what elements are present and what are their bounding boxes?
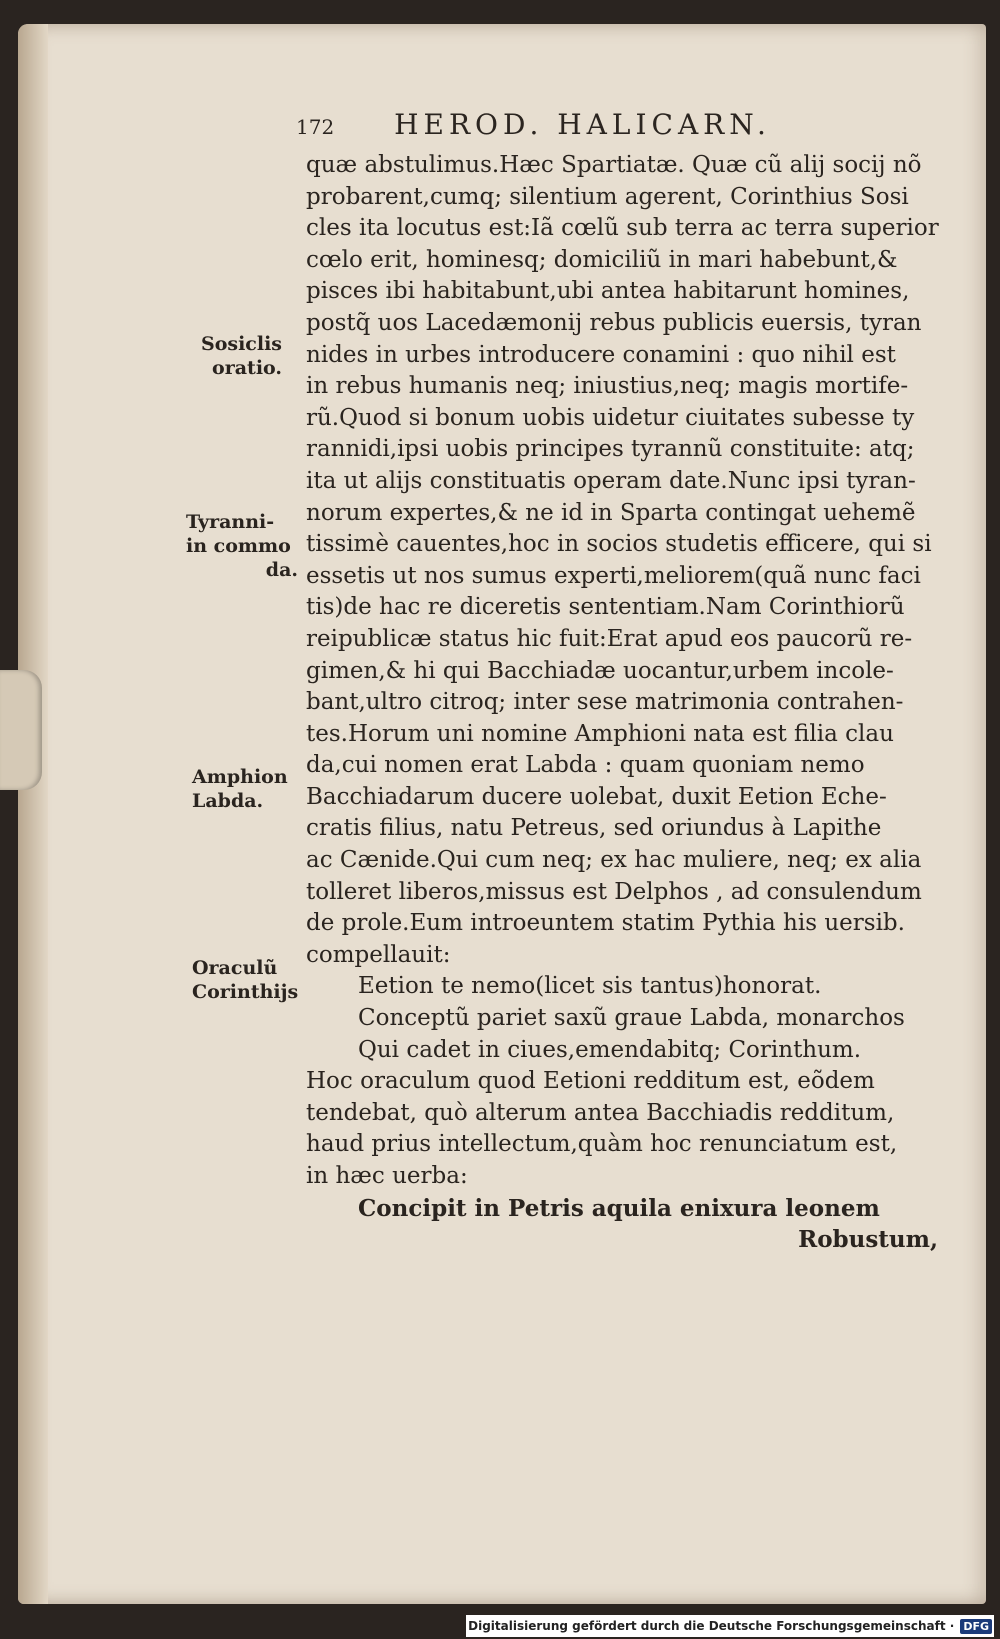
margin-note-amphion [192, 765, 292, 813]
margin-note-oraculum [192, 956, 302, 1004]
text-line: nides in urbes introducere conamini : quo nihil est [306, 341, 896, 368]
text-line: tes.Horum uni nomine Amphioni nata est filia clau [306, 720, 894, 747]
verse-line: Conceptũ pariet saxũ graue Labda, monarchos [358, 1005, 905, 1032]
margin-note-line: Tyranni- [186, 511, 275, 533]
text-line: essetis ut nos sumus experti,meliorem(quã nunc faci [306, 562, 921, 589]
text-line: compellauit: [306, 941, 451, 968]
margin-note-line: Amphion [192, 766, 288, 788]
text-line: tolleret liberos,missus est Delphos , ad consulendum [306, 878, 922, 905]
page-gutter [18, 24, 48, 1604]
text-line: probarent,cumq; silentium agerent, Corinthius Sosi [306, 183, 909, 210]
text-line: da,cui nomen erat Labda : quam quoniam nemo [306, 752, 865, 779]
margin-note-line: Sosiclis [200, 333, 282, 355]
text-line: in hæc uerba: [306, 1163, 468, 1189]
text-line: tis)de hac re diceretis sententiam.Nam Corinthiorũ [306, 594, 905, 621]
text-line: norum expertes,& ne id in Sparta contingat uehemẽ [306, 499, 916, 526]
text-line: in rebus humanis neq; iniustius,neq; magis mortife- [306, 373, 909, 400]
margin-note-line: in commo [186, 535, 291, 557]
page-number: 172 [296, 115, 335, 139]
text-line: de prole.Eum introeuntem statim Pythia his uersib. [306, 910, 905, 937]
verse-line: Eetion te nemo(licet sis tantus)honorat. [358, 973, 822, 1000]
verse-line: Qui cadet in ciues,emendabitq; Corinthum. [358, 1036, 862, 1063]
margin-note-line: Labda. [192, 790, 264, 812]
text-line: gimen,& hi qui Bacchiadæ uocantur,urbem incole- [306, 657, 894, 684]
text-line: rũ.Quod si bonum uobis uidetur ciuitates subesse ty [306, 404, 915, 431]
verse-line: Concipit in Petris aquila enixura leonem [358, 1194, 880, 1222]
text-line: quæ abstulimus.Hæc Spartiatæ. Quæ cũ alij socij nõ [306, 152, 922, 178]
text-line: postq̃ uos Lacedæmonij rebus publicis euersis, tyran [306, 309, 922, 336]
text-line: haud prius intellectum,quàm hoc renunciatum est, [306, 1131, 898, 1158]
text-line: tendebat, quò alterum antea Bacchiadis redditum, [306, 1099, 895, 1126]
margin-note-line: Oraculũ [192, 957, 278, 979]
page-clip [0, 670, 42, 790]
margin-note-line: oratio. [212, 357, 282, 379]
text-line: cles ita locutus est:Iã cœlũ sub terra ac terra superior [306, 215, 939, 242]
margin-note-line: Corinthijs [192, 981, 299, 1003]
text-line: tissimè cauentes,hoc in socios studetis efficere, qui si [306, 531, 932, 558]
margin-note-tyranni [186, 510, 298, 582]
text-line: ac Cænide.Qui cum neq; ex hac muliere, neq; ex alia [306, 847, 922, 874]
text-line: Bacchiadarum ducere uolebat, duxit Eetion Eche- [306, 783, 887, 810]
text-line: bant,ultro citroq; inter sese matrimonia contrahen- [306, 689, 904, 716]
footer-text: Digitalisierung gefördert durch die Deutsche Forschungsgemeinschaft · [468, 1619, 955, 1633]
margin-note-line: da. [265, 559, 298, 581]
text-line: Hoc oraculum quod Eetioni redditum est, eõdem [306, 1068, 875, 1095]
main-text [306, 150, 938, 1256]
text-line: cratis filius, natu Petreus, sed oriundus à Lapithe [306, 815, 882, 842]
text-line: cœlo erit, hominesq; domiciliũ in mari habebunt,& [306, 246, 898, 273]
dfg-footer [466, 1615, 994, 1637]
running-header [296, 108, 896, 148]
text-line: rannidi,ipsi uobis principes tyrannũ constituite: atq; [306, 436, 915, 463]
text-line: pisces ibi habitabunt,ubi antea habitarunt homines, [306, 278, 910, 305]
dfg-logo: DFG [960, 1619, 992, 1634]
running-title: HEROD. HALICARN. [394, 108, 771, 141]
text-line: reipublicæ status hic fuit:Erat apud eos paucorũ re- [306, 625, 913, 652]
margin-note-sosiclis [186, 332, 282, 380]
text-line: ita ut alijs constituatis operam date.Nunc ipsi tyran- [306, 467, 916, 494]
catchword: Robustum, [798, 1226, 938, 1254]
